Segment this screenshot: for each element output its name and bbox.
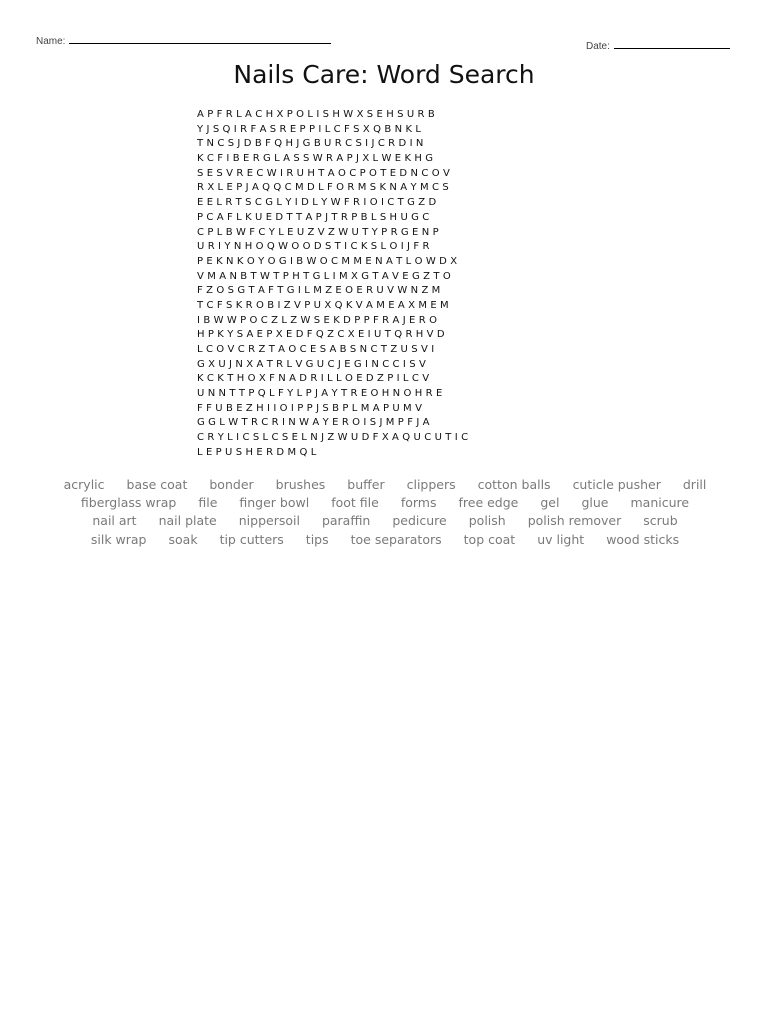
word-list-item: cotton balls	[477, 477, 551, 492]
grid-row: H P K Y S A E P X E D F Q Z C X E I U T Q R H V D	[197, 329, 445, 341]
grid-row: A P F R L A C H X P O L I S H W X S E H S U R B	[197, 109, 435, 120]
grid-row: T N C S J D B F Q H J G B U R C S I J C R D I N	[197, 138, 424, 150]
word-list-item: tips	[305, 531, 329, 547]
word-list-item: nail art	[92, 513, 137, 529]
grid-row: L E P U S H E R D M Q L	[197, 446, 317, 458]
word-list-item: toe separators	[350, 531, 442, 547]
word-list-item: soak	[168, 531, 198, 547]
word-list-item: manicure	[630, 495, 690, 511]
word-list-line	[40, 494, 730, 512]
word-list-item: bonder	[209, 477, 254, 492]
word-list-item: buffer	[347, 477, 385, 492]
word-list-item: foot file	[331, 495, 379, 511]
grid-row: R X L E P J A Q Q C M D L F O R M S K N A Y M C S	[197, 182, 449, 194]
word-list-item: gel	[540, 495, 560, 511]
word-list-item: drill	[682, 477, 707, 492]
word-list-item: base coat	[126, 477, 188, 492]
word-list-item: polish	[468, 513, 506, 529]
word-list-item: nail plate	[158, 513, 217, 529]
word-list-item: polish remover	[527, 513, 622, 529]
word-list-item: cuticle pusher	[572, 477, 661, 492]
grid-row: I B W W P O C Z L Z W S E K D P P F R A J E R O	[197, 314, 438, 326]
word-list-item: scrub	[643, 513, 678, 529]
grid-row: T C F S K R O B I Z V P U X Q K V A M E A X M E M	[197, 299, 449, 311]
word-list-item: silk wrap	[90, 531, 147, 547]
word-list-item: finger bowl	[239, 495, 310, 511]
grid-row: V M A N B T W T P H T G L I M X G T A V E G Z T O	[197, 270, 451, 282]
name-line[interactable]	[69, 34, 331, 44]
word-list-item: top coat	[463, 531, 516, 547]
grid-row: L C O V C R Z T A O C E S A B S N C T Z U S V I	[197, 344, 435, 355]
word-list-item: wood sticks	[606, 531, 680, 547]
grid-row: S E S V R E C W I R U H T A O C P O T E D N C O V	[197, 167, 450, 179]
grid-row: F F U B E Z H I I O I P P J S B P L M A P U M V	[197, 402, 423, 414]
word-list-item: nippersoil	[238, 513, 300, 529]
word-list-item: forms	[400, 495, 437, 511]
word-list-item: glue	[581, 495, 609, 511]
grid-row: P C A F L K U E D T T A P J T R P B L S H U G C	[197, 211, 430, 223]
grid-row: K C F I B E R G L A S S W R A P J X L W E K H G	[197, 153, 434, 165]
word-list-item: free edge	[458, 495, 519, 511]
grid-row: Y J S Q I R F A S R E P P I L C F S X Q B N K L	[197, 123, 422, 135]
date-field[interactable]	[586, 39, 730, 52]
grid-row: U R I Y N H O Q W O O D S T I C K S L O I J F R	[197, 241, 430, 253]
grid-row: C R Y L I C S L C S E L N J Z W U D F X A Q U C U T I C	[197, 432, 469, 444]
page-title: Nails Care: Word Search	[233, 60, 535, 89]
date-line[interactable]	[614, 39, 730, 49]
word-list-item: uv light	[537, 531, 585, 547]
word-list-line	[40, 512, 730, 530]
name-field[interactable]	[36, 34, 331, 47]
grid-row: E E L R T S C G L Y I D L Y W F R I O I C T G Z D	[197, 197, 437, 209]
grid-row: U N N T T P Q L F Y L P J A Y T R E O H N O H R E	[197, 388, 443, 400]
word-list-item: brushes	[275, 477, 326, 492]
grid-row: C P L B W F C Y L E U Z V Z W U T Y P R G E N P	[197, 226, 439, 238]
word-list-line	[40, 476, 730, 494]
grid-row: K C K T H O X F N A D R I L L O E D Z P I L C V	[197, 373, 430, 385]
word-list-item: fiberglass wrap	[80, 495, 177, 511]
grid-row: G G L W T R C R I N W A Y E R O I S J M P F J A	[197, 417, 430, 429]
word-list-line	[40, 531, 730, 549]
word-list-item: clippers	[406, 477, 456, 492]
grid-row: F Z O S G T A F T G I L M Z E O E R U V W N Z M	[197, 285, 441, 297]
word-list-item: paraffin	[321, 513, 371, 529]
word-list-item: file	[198, 495, 218, 511]
date-label: Date:	[586, 41, 610, 52]
word-list-item: acrylic	[63, 477, 105, 492]
word-list-item: pedicure	[392, 513, 447, 529]
letter-grid	[197, 108, 577, 461]
word-list	[40, 476, 730, 549]
grid-row: P E K N K O Y O G I B W O C M M E N A T L O W D X	[197, 255, 458, 267]
grid-row: G X U J N X A T R L V G U C J E G I N C C I S V	[197, 358, 426, 370]
name-label: Name:	[36, 36, 66, 47]
word-list-item: tip cutters	[219, 531, 284, 547]
